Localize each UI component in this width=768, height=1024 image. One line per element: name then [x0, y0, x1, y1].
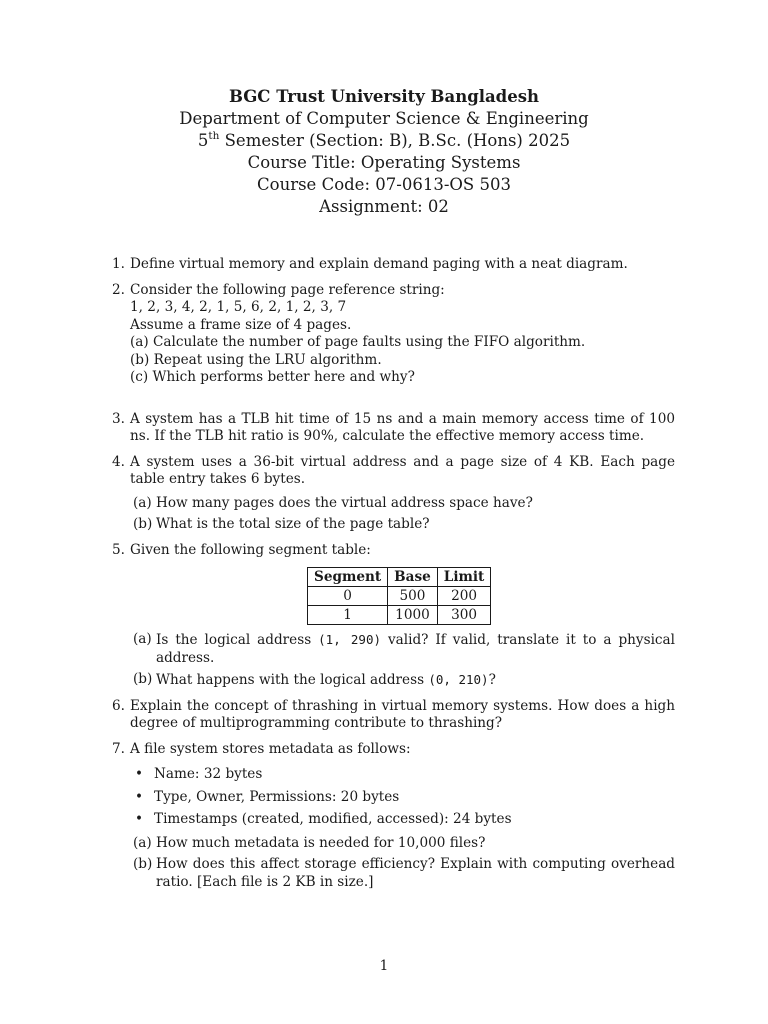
- page-number: 1: [379, 958, 389, 974]
- question-4: [107, 454, 675, 534]
- subquestion-list: [130, 631, 675, 690]
- subquestion-a: [130, 631, 675, 667]
- subquestion-label: (b): [133, 671, 153, 687]
- question-number: 6.: [112, 697, 125, 714]
- question-1: [107, 256, 675, 274]
- question-2: [107, 282, 675, 387]
- subquestion-list: [130, 835, 675, 892]
- bullet-item: • Timestamps (created, modified, accessed): 24 bytes: [130, 811, 675, 829]
- subquestion-label: (b): [133, 856, 153, 872]
- question-number: 1.: [112, 256, 125, 272]
- subquestion-a: (a) Calculate the number of page faults using the FIFO algorithm.: [130, 334, 586, 350]
- semester-details: Semester (Section: B), B.Sc. (Hons) 2025: [219, 131, 571, 150]
- subquestion-list: [130, 495, 675, 534]
- subquestion-text: What is the total size of the page table?: [156, 516, 430, 532]
- subquestion-a: [130, 835, 675, 853]
- table-row: [308, 606, 491, 625]
- question-6: [107, 698, 675, 733]
- question-text: Explain the concept of thrashing in virtual memory systems. How does a high degree of multiprogramming contribute to thrashing?: [130, 697, 675, 731]
- bullet-item: • Name: 32 bytes: [130, 766, 675, 784]
- subquestion-b: [130, 671, 675, 690]
- table-header-row: [308, 568, 491, 587]
- table-cell: 300: [437, 606, 491, 625]
- question-number: 2.: [112, 281, 125, 298]
- subquestion-text: How many pages does the virtual address space have?: [156, 494, 533, 511]
- question-number: 3.: [112, 410, 125, 427]
- table-cell: 1: [308, 606, 388, 625]
- subquestion-b: [130, 856, 675, 891]
- column-header-base: Base: [388, 568, 438, 587]
- subquestion-label: (b): [133, 516, 153, 532]
- question-3: [107, 411, 675, 446]
- subquestion-label: (a): [133, 494, 152, 511]
- question-text: A system has a TLB hit time of 15 ns and a main memory access time of 100 ns. If the TLB hit ratio is 90%, calculate the effective memory access time.: [130, 410, 675, 444]
- segment-table: [307, 567, 491, 625]
- semester-suffix: th: [208, 129, 220, 142]
- subquestion-text: Is the logical address: [156, 632, 319, 648]
- question-text: Define virtual memory and explain demand paging with a neat diagram.: [130, 256, 628, 272]
- question-number: 5.: [112, 541, 125, 558]
- table-cell: 500: [388, 587, 438, 606]
- document-header: [0, 86, 768, 218]
- metadata-bullet-list: [130, 766, 675, 829]
- bullet-item: • Type, Owner, Permissions: 20 bytes: [130, 789, 675, 807]
- subquestion-label: (a): [133, 631, 152, 647]
- subquestion-text: How does this affect storage efficiency? Explain with computing overhead ratio. [Each file is 2 KB in size.]: [156, 856, 675, 890]
- column-header-segment: Segment: [308, 568, 388, 587]
- logical-address-code: (1, 290): [318, 632, 381, 647]
- table-cell: 0: [308, 587, 388, 606]
- university-name: BGC Trust University Bangladesh: [228, 87, 540, 106]
- question-text: Given the following segment table:: [130, 541, 371, 558]
- subquestion-text: valid? If valid, translate it to a physical address.: [156, 632, 675, 666]
- subquestion-text: ?: [488, 672, 496, 688]
- question-7: [107, 741, 675, 892]
- reference-string: 1, 2, 3, 4, 2, 1, 5, 6, 2, 1, 2, 3, 7: [130, 299, 347, 315]
- department-name: Department of Computer Science & Engineering: [179, 109, 589, 128]
- question-5: [107, 542, 675, 690]
- course-title: Course Title: Operating Systems: [247, 153, 521, 172]
- table-cell: 1000: [388, 606, 438, 625]
- table-row: [308, 587, 491, 606]
- course-code: Course Code: 07-0613-OS 503: [257, 175, 511, 194]
- question-number: 4.: [112, 453, 125, 470]
- assignment-number: Assignment: 02: [319, 197, 449, 216]
- subquestion-text: What happens with the logical address: [156, 672, 429, 688]
- column-header-limit: Limit: [437, 568, 491, 587]
- subquestion-label: (a): [133, 834, 152, 851]
- question-list: [107, 256, 675, 899]
- table-cell: 200: [437, 587, 491, 606]
- subquestion-c: (c) Which performs better here and why?: [130, 369, 415, 385]
- question-text: A system uses a 36-bit virtual address and a page size of 4 KB. Each page table entry takes 6 bytes.: [130, 453, 675, 487]
- semester-line: [0, 130, 768, 152]
- logical-address-code: (0, 210): [428, 672, 489, 687]
- semester-number: 5: [197, 131, 209, 150]
- question-text: A file system stores metadata as follows:: [130, 740, 411, 757]
- frame-size-note: Assume a frame size of 4 pages.: [130, 316, 352, 333]
- question-number: 7.: [112, 740, 125, 757]
- subquestion-a: [130, 495, 675, 513]
- subquestion-text: How much metadata is needed for 10,000 files?: [156, 834, 486, 851]
- subquestion-b: (b) Repeat using the LRU algorithm.: [130, 351, 382, 368]
- question-text: Consider the following page reference string:: [130, 281, 445, 298]
- subquestion-b: [130, 516, 675, 534]
